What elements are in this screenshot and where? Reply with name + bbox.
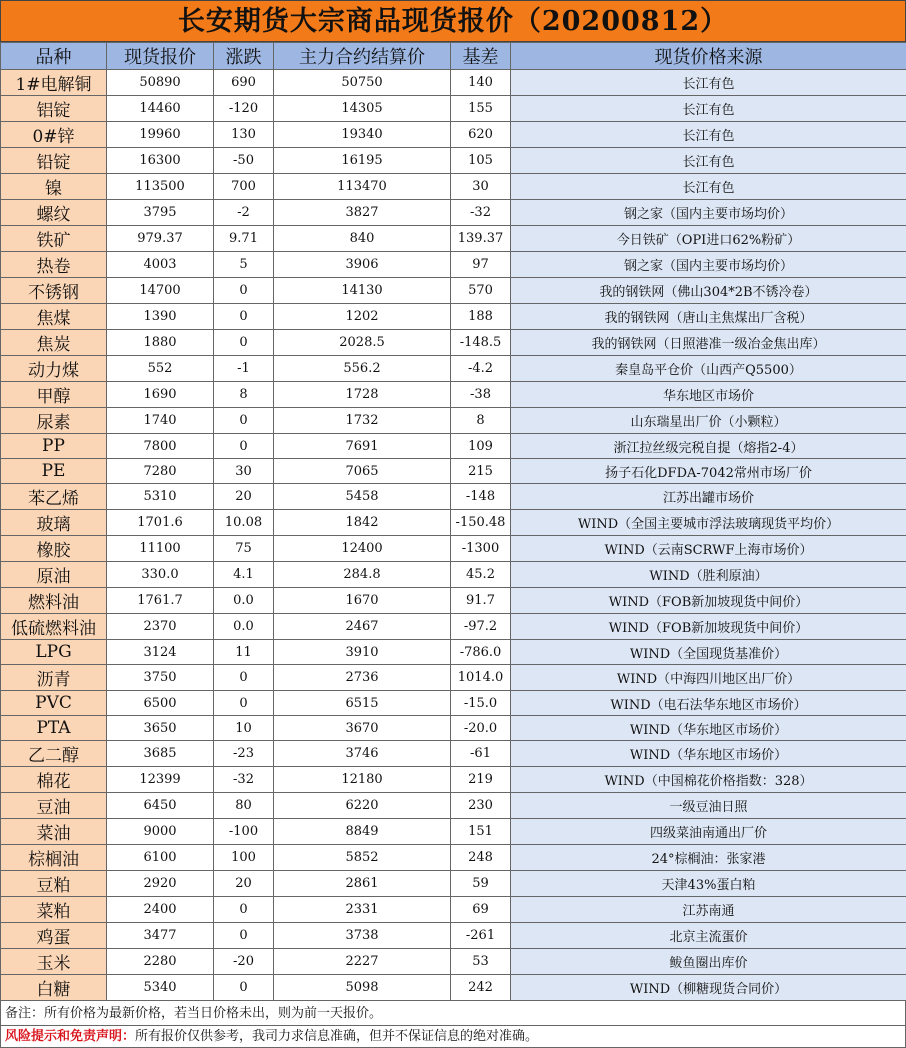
- spot-price: 9000: [107, 819, 214, 845]
- product-name: 焦煤: [1, 304, 107, 330]
- price-change: 75: [214, 536, 274, 562]
- spot-price: 979.37: [107, 226, 214, 252]
- settle-price: 3746: [274, 741, 451, 767]
- settle-price: 14130: [274, 278, 451, 304]
- settle-price: 556.2: [274, 356, 451, 382]
- settle-price: 1732: [274, 408, 451, 434]
- table-row: [1, 897, 906, 923]
- settle-price: 19340: [274, 122, 451, 148]
- basis-value: 91.7: [451, 588, 511, 614]
- spot-price: 3795: [107, 200, 214, 226]
- price-source: WIND（华东地区市场价）: [511, 716, 906, 741]
- price-change: 80: [214, 793, 274, 819]
- product-name: 玻璃: [1, 510, 107, 536]
- product-name: 白糖: [1, 975, 107, 1001]
- table-row: [1, 614, 906, 640]
- table-row: [1, 923, 906, 949]
- basis-value: 45.2: [451, 562, 511, 588]
- table-row: [1, 459, 906, 484]
- settle-price: 3670: [274, 716, 451, 741]
- spot-price: 1690: [107, 382, 214, 408]
- table-row: [1, 408, 906, 434]
- table-row: [1, 665, 906, 691]
- settle-price: 5852: [274, 845, 451, 871]
- basis-value: -4.2: [451, 356, 511, 382]
- product-name: 尿素: [1, 408, 107, 434]
- price-change: 0: [214, 304, 274, 330]
- spot-price: 2400: [107, 897, 214, 923]
- settle-price: 6515: [274, 691, 451, 716]
- header-source: 现货价格来源: [511, 43, 906, 70]
- price-source: WIND（华东地区市场价）: [511, 741, 906, 767]
- product-name: 橡胶: [1, 536, 107, 562]
- price-source: 华东地区市场价: [511, 382, 906, 408]
- price-change: 20: [214, 871, 274, 897]
- spot-price: 5340: [107, 975, 214, 1001]
- header-spot-price: 现货报价: [107, 43, 214, 70]
- table-row: [1, 226, 906, 252]
- price-source: 长江有色: [511, 96, 906, 122]
- settle-price: 284.8: [274, 562, 451, 588]
- price-source: 钢之家（国内主要市场均价）: [511, 252, 906, 278]
- basis-value: -97.2: [451, 614, 511, 640]
- spot-price: 7800: [107, 434, 214, 459]
- price-source: WIND（中国棉花价格指数：328）: [511, 767, 906, 793]
- spot-price: 7280: [107, 459, 214, 484]
- table-row: [1, 691, 906, 716]
- price-change: 100: [214, 845, 274, 871]
- price-source: WIND（胜利原油）: [511, 562, 906, 588]
- basis-value: 242: [451, 975, 511, 1001]
- spot-price: 5310: [107, 484, 214, 510]
- price-source: WIND（FOB新加坡现货中间价）: [511, 588, 906, 614]
- price-source: WIND（云南SCRWF上海市场价）: [511, 536, 906, 562]
- basis-value: 219: [451, 767, 511, 793]
- price-change: 0: [214, 434, 274, 459]
- spot-price: 1880: [107, 330, 214, 356]
- product-name: 棕榈油: [1, 845, 107, 871]
- price-table: [0, 42, 906, 1001]
- price-change: -1: [214, 356, 274, 382]
- basis-value: -261: [451, 923, 511, 949]
- basis-value: 620: [451, 122, 511, 148]
- basis-value: 140: [451, 70, 511, 96]
- basis-value: 248: [451, 845, 511, 871]
- price-change: 30: [214, 459, 274, 484]
- product-name: 螺纹: [1, 200, 107, 226]
- table-row: [1, 252, 906, 278]
- header-row: [1, 43, 906, 70]
- settle-price: 14305: [274, 96, 451, 122]
- price-change: -20: [214, 949, 274, 975]
- basis-value: -38: [451, 382, 511, 408]
- table-row: [1, 356, 906, 382]
- spot-price: 3650: [107, 716, 214, 741]
- spot-price: 1740: [107, 408, 214, 434]
- spot-price: 12399: [107, 767, 214, 793]
- product-name: 不锈钢: [1, 278, 107, 304]
- price-source: 长江有色: [511, 70, 906, 96]
- basis-value: 215: [451, 459, 511, 484]
- spot-price: 6500: [107, 691, 214, 716]
- settle-price: 7065: [274, 459, 451, 484]
- table-row: [1, 70, 906, 96]
- spot-price: 2370: [107, 614, 214, 640]
- spot-price: 3124: [107, 640, 214, 665]
- product-name: 铝锭: [1, 96, 107, 122]
- price-change: 10: [214, 716, 274, 741]
- table-row: [1, 716, 906, 741]
- spot-price: 14460: [107, 96, 214, 122]
- basis-value: -148.5: [451, 330, 511, 356]
- basis-value: 151: [451, 819, 511, 845]
- basis-value: 155: [451, 96, 511, 122]
- risk-disclaimer-text: 所有报价仅供参考，我司力求信息准确，但并不保证信息的绝对准确。: [135, 1029, 538, 1044]
- price-change: 0: [214, 691, 274, 716]
- spot-price: 1390: [107, 304, 214, 330]
- price-source: 长江有色: [511, 174, 906, 200]
- basis-value: 69: [451, 897, 511, 923]
- settle-price: 2331: [274, 897, 451, 923]
- price-source: WIND（全国主要城市浮法玻璃现货平均价）: [511, 510, 906, 536]
- header-change: 涨跌: [214, 43, 274, 70]
- basis-value: -15.0: [451, 691, 511, 716]
- basis-value: 139.37: [451, 226, 511, 252]
- table-row: [1, 949, 906, 975]
- price-source: 江苏出罐市场价: [511, 484, 906, 510]
- settle-price: 1842: [274, 510, 451, 536]
- table-row: [1, 200, 906, 226]
- product-name: PE: [1, 459, 107, 484]
- price-source: 扬子石化DFDA-7042常州市场厂价: [511, 459, 906, 484]
- settle-price: 50750: [274, 70, 451, 96]
- spot-price: 3477: [107, 923, 214, 949]
- price-change: 11: [214, 640, 274, 665]
- settle-price: 2736: [274, 665, 451, 691]
- product-name: 原油: [1, 562, 107, 588]
- product-name: 棉花: [1, 767, 107, 793]
- price-change: 5: [214, 252, 274, 278]
- product-name: PVC: [1, 691, 107, 716]
- product-name: 沥青: [1, 665, 107, 691]
- price-change: 130: [214, 122, 274, 148]
- product-name: 豆粕: [1, 871, 107, 897]
- product-name: 动力煤: [1, 356, 107, 382]
- header-settle-price: 主力合约结算价: [274, 43, 451, 70]
- table-row: [1, 484, 906, 510]
- price-source: 长江有色: [511, 148, 906, 174]
- product-name: PTA: [1, 716, 107, 741]
- table-row: [1, 122, 906, 148]
- settle-price: 12400: [274, 536, 451, 562]
- price-source: 秦皇岛平仓价（山西产Q5500）: [511, 356, 906, 382]
- basis-value: 59: [451, 871, 511, 897]
- basis-value: -148: [451, 484, 511, 510]
- header-product: 品种: [1, 43, 107, 70]
- settle-price: 12180: [274, 767, 451, 793]
- price-source: 四级菜油南通出厂价: [511, 819, 906, 845]
- spot-price: 14700: [107, 278, 214, 304]
- settle-price: 3906: [274, 252, 451, 278]
- settle-price: 7691: [274, 434, 451, 459]
- basis-value: -20.0: [451, 716, 511, 741]
- price-change: 0: [214, 278, 274, 304]
- basis-value: 105: [451, 148, 511, 174]
- price-source: 我的钢铁网（唐山主焦煤出厂含税）: [511, 304, 906, 330]
- basis-value: -1300: [451, 536, 511, 562]
- product-name: 苯乙烯: [1, 484, 107, 510]
- price-source: WIND（中海四川地区出厂价）: [511, 665, 906, 691]
- settle-price: 5098: [274, 975, 451, 1001]
- spot-price: 2280: [107, 949, 214, 975]
- price-change: 0.0: [214, 614, 274, 640]
- price-change: 0: [214, 923, 274, 949]
- basis-value: 53: [451, 949, 511, 975]
- spot-price: 50890: [107, 70, 214, 96]
- table-row: [1, 819, 906, 845]
- product-name: 0#锌: [1, 122, 107, 148]
- product-name: 豆油: [1, 793, 107, 819]
- table-row: [1, 330, 906, 356]
- settle-price: 2861: [274, 871, 451, 897]
- table-row: [1, 640, 906, 665]
- price-source: 江苏南通: [511, 897, 906, 923]
- spot-price: 19960: [107, 122, 214, 148]
- table-row: [1, 767, 906, 793]
- table-row: [1, 148, 906, 174]
- price-change: -23: [214, 741, 274, 767]
- product-name: 铁矿: [1, 226, 107, 252]
- price-source: 长江有色: [511, 122, 906, 148]
- price-source: 浙江拉丝级完税自提（熔指2-4）: [511, 434, 906, 459]
- product-name: 镍: [1, 174, 107, 200]
- product-name: 鸡蛋: [1, 923, 107, 949]
- price-source: WIND（电石法华东地区市场价）: [511, 691, 906, 716]
- spot-price: 330.0: [107, 562, 214, 588]
- settle-price: 2028.5: [274, 330, 451, 356]
- product-name: 焦炭: [1, 330, 107, 356]
- header-basis: 基差: [451, 43, 511, 70]
- price-source: 钢之家（国内主要市场均价）: [511, 200, 906, 226]
- price-change: 0: [214, 975, 274, 1001]
- table-row: [1, 793, 906, 819]
- basis-value: 570: [451, 278, 511, 304]
- table-row: [1, 741, 906, 767]
- settle-price: 2467: [274, 614, 451, 640]
- table-row: [1, 510, 906, 536]
- settle-price: 6220: [274, 793, 451, 819]
- risk-disclaimer: [0, 1026, 906, 1048]
- settle-price: 2227: [274, 949, 451, 975]
- risk-disclaimer-lead: 风险提示和免责声明：: [5, 1029, 135, 1044]
- price-change: 9.71: [214, 226, 274, 252]
- basis-value: 97: [451, 252, 511, 278]
- price-change: 0: [214, 665, 274, 691]
- basis-value: 30: [451, 174, 511, 200]
- table-row: [1, 845, 906, 871]
- price-source: 天津43%蛋白粕: [511, 871, 906, 897]
- spot-price: 6100: [107, 845, 214, 871]
- basis-value: 230: [451, 793, 511, 819]
- price-source: 一级豆油日照: [511, 793, 906, 819]
- price-change: -100: [214, 819, 274, 845]
- product-name: 低硫燃料油: [1, 614, 107, 640]
- price-source: WIND（FOB新加坡现货中间价）: [511, 614, 906, 640]
- product-name: 玉米: [1, 949, 107, 975]
- spot-price: 2920: [107, 871, 214, 897]
- price-change: 0: [214, 897, 274, 923]
- price-change: 690: [214, 70, 274, 96]
- settle-price: 5458: [274, 484, 451, 510]
- remark-note: 备注：所有价格为最新价格，若当日价格未出，则为前一天报价。: [0, 1001, 906, 1026]
- basis-value: -32: [451, 200, 511, 226]
- price-source: WIND（柳糖现货合同价）: [511, 975, 906, 1001]
- price-change: 20: [214, 484, 274, 510]
- price-source: 我的钢铁网（佛山304*2B不锈冷卷）: [511, 278, 906, 304]
- settle-price: 16195: [274, 148, 451, 174]
- spot-price: 4003: [107, 252, 214, 278]
- price-change: 700: [214, 174, 274, 200]
- product-name: 1#电解铜: [1, 70, 107, 96]
- price-source: 山东瑞星出厂价（小颗粒）: [511, 408, 906, 434]
- product-name: PP: [1, 434, 107, 459]
- spot-price: 3750: [107, 665, 214, 691]
- product-name: 菜粕: [1, 897, 107, 923]
- table-row: [1, 536, 906, 562]
- settle-price: 8849: [274, 819, 451, 845]
- spot-price: 3685: [107, 741, 214, 767]
- table-row: [1, 588, 906, 614]
- price-change: 10.08: [214, 510, 274, 536]
- table-row: [1, 278, 906, 304]
- price-source: 24°棕榈油：张家港: [511, 845, 906, 871]
- spot-price: 16300: [107, 148, 214, 174]
- basis-value: 1014.0: [451, 665, 511, 691]
- sheet-title: 长安期货大宗商品现货报价（20200812）: [0, 0, 906, 42]
- spot-price: 552: [107, 356, 214, 382]
- table-row: [1, 174, 906, 200]
- price-source: 鲅鱼圈出库价: [511, 949, 906, 975]
- table-row: [1, 382, 906, 408]
- settle-price: 3910: [274, 640, 451, 665]
- basis-value: 109: [451, 434, 511, 459]
- settle-price: 113470: [274, 174, 451, 200]
- settle-price: 3827: [274, 200, 451, 226]
- table-row: [1, 434, 906, 459]
- settle-price: 840: [274, 226, 451, 252]
- spot-price: 1761.7: [107, 588, 214, 614]
- basis-value: -61: [451, 741, 511, 767]
- product-name: 甲醇: [1, 382, 107, 408]
- table-row: [1, 562, 906, 588]
- spot-price: 11100: [107, 536, 214, 562]
- price-change: -120: [214, 96, 274, 122]
- table-row: [1, 304, 906, 330]
- product-name: 铅锭: [1, 148, 107, 174]
- spot-price: 113500: [107, 174, 214, 200]
- product-name: LPG: [1, 640, 107, 665]
- spot-price: 1701.6: [107, 510, 214, 536]
- table-row: [1, 96, 906, 122]
- price-change: 0: [214, 408, 274, 434]
- price-source: 我的钢铁网（日照港准一级冶金焦出库）: [511, 330, 906, 356]
- price-change: 8: [214, 382, 274, 408]
- product-name: 乙二醇: [1, 741, 107, 767]
- product-name: 热卷: [1, 252, 107, 278]
- settle-price: 1202: [274, 304, 451, 330]
- price-change: -50: [214, 148, 274, 174]
- settle-price: 3738: [274, 923, 451, 949]
- price-change: 0: [214, 330, 274, 356]
- basis-value: -786.0: [451, 640, 511, 665]
- price-change: -32: [214, 767, 274, 793]
- table-row: [1, 975, 906, 1001]
- basis-value: -150.48: [451, 510, 511, 536]
- product-name: 燃料油: [1, 588, 107, 614]
- price-source: 北京主流蛋价: [511, 923, 906, 949]
- price-change: 0.0: [214, 588, 274, 614]
- settle-price: 1670: [274, 588, 451, 614]
- basis-value: 188: [451, 304, 511, 330]
- settle-price: 1728: [274, 382, 451, 408]
- price-change: -2: [214, 200, 274, 226]
- basis-value: 8: [451, 408, 511, 434]
- spot-price: 6450: [107, 793, 214, 819]
- price-change: 4.1: [214, 562, 274, 588]
- product-name: 菜油: [1, 819, 107, 845]
- table-row: [1, 871, 906, 897]
- price-source: WIND（全国现货基准价）: [511, 640, 906, 665]
- price-source: 今日铁矿（OPI进口62%粉矿）: [511, 226, 906, 252]
